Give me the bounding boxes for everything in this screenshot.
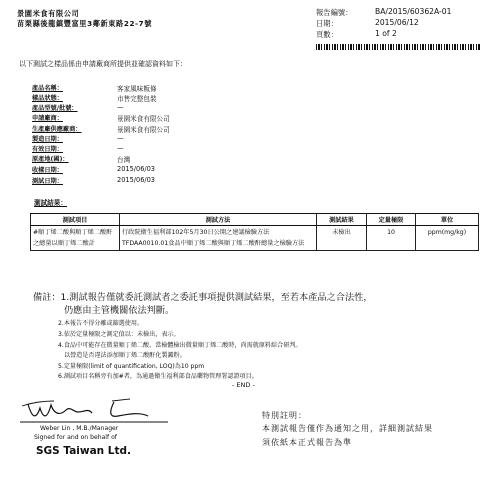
note-item: 4.食品中可能存在微量順丁烯二酸，當檢體檢出微量順丁烯二酸時，尚需就原料綜合研判。 — [58, 342, 302, 349]
field-label: 申請廠商： — [32, 115, 63, 122]
report-no-label: 報告編號： — [316, 8, 353, 17]
col-header-loq: 定量極限 — [367, 214, 416, 226]
field-value: 2015/06/03 — [117, 176, 156, 184]
field-value: 客家風味粄條 — [117, 85, 157, 93]
field-label: 收樣日期： — [32, 167, 63, 174]
field-label: 測試日期： — [32, 178, 63, 185]
company-address: 苗栗縣後龍鎮豐富里3鄰新東路22-7號 — [17, 19, 153, 28]
cell-item: #順丁烯二酸與順丁烯二酸酐之總量以順丁烯二酸計 — [31, 226, 120, 251]
field-label: 產品名稱： — [32, 85, 63, 92]
note-item: 以營造是否違法添加順丁烯二酸酐化製澱粉。 — [64, 352, 186, 359]
cell-result: 未檢出 — [317, 226, 367, 251]
table-header-row — [31, 214, 479, 226]
special-note-line: 須依紙本正式報告為準 — [262, 438, 352, 447]
field-value: 台灣 — [117, 156, 131, 164]
note-item: 5.定量極限(limit of quantification, LOQ)為10 ppm — [58, 363, 205, 370]
field-value: 景園米食有限公司 — [117, 126, 170, 134]
end-marker: - END - — [232, 381, 255, 389]
field-label: 樣品狀態： — [32, 95, 63, 102]
col-header-result: 測試結果 — [317, 214, 367, 226]
field-label: 生產廠供應廠商： — [32, 126, 82, 133]
field-value: 景園米食有限公司 — [117, 115, 170, 123]
company-name: 景園米食有限公司 — [17, 9, 80, 18]
col-header-method: 測試方法 — [120, 214, 317, 226]
cell-unit: ppm(mg/kg) — [416, 226, 479, 251]
report-no: BA/2015/60362A-01 — [375, 7, 452, 16]
special-note-line: 本測試報告僅作為通知之用，詳細測試結果 — [262, 424, 433, 433]
report-date: 2015/06/12 — [375, 18, 419, 27]
col-header-unit: 單位 — [416, 214, 479, 226]
field-value: — — [117, 134, 124, 142]
results-title: 測試結果： — [34, 199, 67, 207]
note-item: 3.依於定量極限之測定值以：未檢出，表示。 — [58, 331, 180, 338]
intro-text: 以下測試之樣品係由申請廠商所提供並確認資料如下： — [19, 60, 187, 68]
field-label: 產品型號/批號： — [32, 105, 78, 112]
cell-loq: 10 — [367, 226, 416, 251]
field-label: 有效日期： — [32, 146, 63, 153]
page-label: 頁數： — [316, 30, 338, 39]
page-number: 1 of 2 — [375, 29, 397, 38]
field-value: 市售完整包裝 — [117, 95, 157, 103]
note-item: 2.本報告不得分離或篩選使用。 — [58, 320, 144, 327]
handwritten-signature — [14, 392, 174, 426]
note-main-2: 仍應由主管機關依法判斷。 — [64, 305, 175, 316]
col-header-item: 測試項目 — [31, 214, 120, 226]
signed-for: Signed for and on behalf of — [34, 434, 117, 441]
results-table — [30, 213, 479, 251]
note-item: 6.測試項目名稱旁有加#者，為通過衛生福利部食品藥物管理署認證項目。 — [58, 373, 258, 380]
field-value: 2015/06/03 — [117, 165, 156, 173]
barcode — [316, 44, 480, 50]
signer-name: Weber Lin , M.B./Manager — [40, 425, 119, 432]
sgs-company: SGS Taiwan Ltd. — [36, 445, 132, 457]
field-value: — — [117, 144, 124, 152]
special-note-title: 特別註明： — [262, 411, 307, 420]
field-value: — — [117, 103, 124, 111]
cell-method: 行政院衛生福利部102年5月30日公開之建議檢驗方法TFDAA0010.01食品中順丁烯二酸與順丁烯二酸酐總量之檢驗方法 — [120, 226, 317, 251]
table-row — [31, 226, 479, 251]
field-label: 原產地(國)： — [32, 156, 69, 163]
field-label: 製造日期： — [32, 136, 63, 143]
date-label: 日期： — [316, 19, 338, 28]
note-main-1: 備註：1.測試報告僅就委託測試者之委託事項提供測試結果，至若本產品之合法性， — [33, 292, 373, 303]
